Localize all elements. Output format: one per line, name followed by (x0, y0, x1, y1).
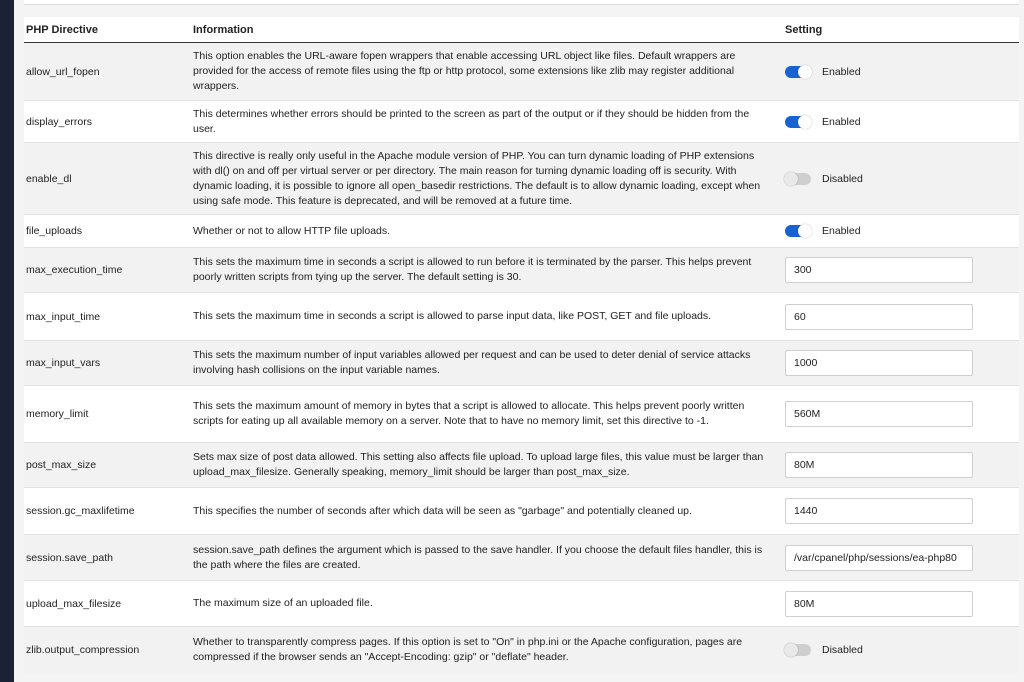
directive-info: Sets max size of post data allowed. This setting also affects file upload. To upload large files, this value must be larger than upload_max_filesize. Generally speaking, memory_limit should be larger than post_max_size. (193, 443, 785, 488)
setting-input-max-execution-time[interactable] (785, 257, 973, 283)
toggle-label: Enabled (822, 65, 861, 78)
toggle-track[interactable] (785, 173, 811, 185)
table-row (24, 341, 1019, 386)
table-row (24, 535, 1019, 581)
setting-input-upload-max-filesize[interactable] (785, 591, 973, 617)
directive-name: max_input_vars (24, 341, 193, 386)
directive-setting (785, 143, 1019, 215)
directive-name: file_uploads (24, 215, 193, 248)
table-row (24, 101, 1019, 143)
content-panel (14, 0, 1024, 682)
directive-info: Whether or not to allow HTTP file uploads. (193, 215, 785, 248)
directive-name: display_errors (24, 101, 193, 143)
directive-setting (785, 293, 1019, 341)
toggle-track[interactable] (785, 644, 811, 656)
directive-info: session.save_path defines the argument which is passed to the save handler. If you choose the default files handler, this is the path where the files are created. (193, 535, 785, 581)
directive-name: enable_dl (24, 143, 193, 215)
directive-setting (785, 341, 1019, 386)
directive-setting (785, 581, 1019, 627)
directive-name: allow_url_fopen (24, 43, 193, 101)
directive-setting (785, 627, 1019, 673)
directive-info: Whether to transparently compress pages. If this option is set to "On" in php.ini or the Apache configuration, pages are compressed if the browser sends an "Accept-Encoding: gzip" or "deflate" header. (193, 627, 785, 673)
toggle-knob (798, 65, 812, 79)
setting-input-post-max-size[interactable] (785, 452, 973, 478)
table-row (24, 43, 1019, 101)
table-header-row (24, 17, 1019, 43)
table-row (24, 215, 1019, 248)
setting-input-session-gc-maxlifetime[interactable] (785, 498, 973, 524)
directive-name: memory_limit (24, 386, 193, 443)
directive-setting (785, 43, 1019, 101)
php-directives-table (24, 17, 1019, 673)
table-row (24, 293, 1019, 341)
directive-setting (785, 101, 1019, 143)
toggle-knob (784, 643, 798, 657)
directive-info: This sets the maximum amount of memory in bytes that a script is allowed to allocate. This helps prevent poorly written scripts for eating up all available memory on a server. Note that to have no memory limit, set this directive to -1. (193, 386, 785, 443)
directive-setting (785, 215, 1019, 248)
toggle-switch-allow-url-fopen[interactable] (785, 66, 1019, 78)
header-setting: Setting (785, 17, 1019, 43)
toggle-track[interactable] (785, 225, 811, 237)
table-row (24, 443, 1019, 488)
table-row (24, 581, 1019, 627)
directive-info: This sets the maximum time in seconds a script is allowed to run before it is terminated by the parser. This helps prevent poorly written scripts from tying up the server. The default setting is 30. (193, 248, 785, 293)
setting-input-memory-limit[interactable] (785, 401, 973, 427)
directive-info: The maximum size of an uploaded file. (193, 581, 785, 627)
header-information: Information (193, 17, 785, 43)
directive-setting (785, 248, 1019, 293)
directive-name: zlib.output_compression (24, 627, 193, 673)
toggle-switch-file-uploads[interactable] (785, 225, 1019, 237)
directive-name: max_execution_time (24, 248, 193, 293)
toggle-track[interactable] (785, 66, 811, 78)
directive-setting (785, 535, 1019, 581)
toggle-knob (784, 172, 798, 186)
setting-input-max-input-time[interactable] (785, 304, 973, 330)
toggle-knob (798, 115, 812, 129)
directive-name: post_max_size (24, 443, 193, 488)
directive-info: This determines whether errors should be printed to the screen as part of the output or if they should be hidden from the user. (193, 101, 785, 143)
directive-info: This option enables the URL-aware fopen wrappers that enable accessing URL object like files. Default wrappers are provided for the access of remote files using the ftp or http protocol, some extensions like zlib may register additional wrappers. (193, 43, 785, 101)
setting-input-max-input-vars[interactable] (785, 350, 973, 376)
directive-info: This sets the maximum number of input variables allowed per request and can be used to deter denial of service attacks involving hash collisions on the input variable names. (193, 341, 785, 386)
toggle-switch-display-errors[interactable] (785, 116, 1019, 128)
setting-input-session-save-path[interactable] (785, 545, 973, 571)
toggle-track[interactable] (785, 116, 811, 128)
toggle-label: Enabled (822, 115, 861, 128)
directive-info: This directive is really only useful in the Apache module version of PHP. You can turn dynamic loading of PHP extensions with dl() on and off per virtual server or per directory. The main reason for turning dynamic loading off is security. With dynamic loading, it is possible to ignore all open_basedir restrictions. The default is to allow dynamic loading, except when using safe mode. This feature is deprecated, and will be removed at a future time. (193, 143, 785, 215)
toggle-label: Disabled (822, 172, 863, 185)
table-body (24, 43, 1019, 673)
directive-name: session.save_path (24, 535, 193, 581)
directive-name: upload_max_filesize (24, 581, 193, 627)
toggle-label: Disabled (822, 643, 863, 656)
directive-setting (785, 488, 1019, 535)
top-divider (24, 0, 1019, 5)
directive-info: This specifies the number of seconds after which data will be seen as "garbage" and potentially cleaned up. (193, 488, 785, 535)
directive-name: session.gc_maxlifetime (24, 488, 193, 535)
table-row (24, 488, 1019, 535)
directive-setting (785, 443, 1019, 488)
toggle-knob (798, 224, 812, 238)
table-row (24, 627, 1019, 673)
toggle-label: Enabled (822, 225, 861, 237)
toggle-switch-zlib-output-compression[interactable] (785, 644, 1019, 656)
directive-info: This sets the maximum time in seconds a script is allowed to parse input data, like POST, GET and file uploads. (193, 293, 785, 341)
directive-setting (785, 386, 1019, 443)
header-php-directive: PHP Directive (24, 17, 193, 43)
directive-name: max_input_time (24, 293, 193, 341)
table-row (24, 386, 1019, 443)
table-row (24, 143, 1019, 215)
toggle-switch-enable-dl[interactable] (785, 173, 1019, 185)
table-row (24, 248, 1019, 293)
